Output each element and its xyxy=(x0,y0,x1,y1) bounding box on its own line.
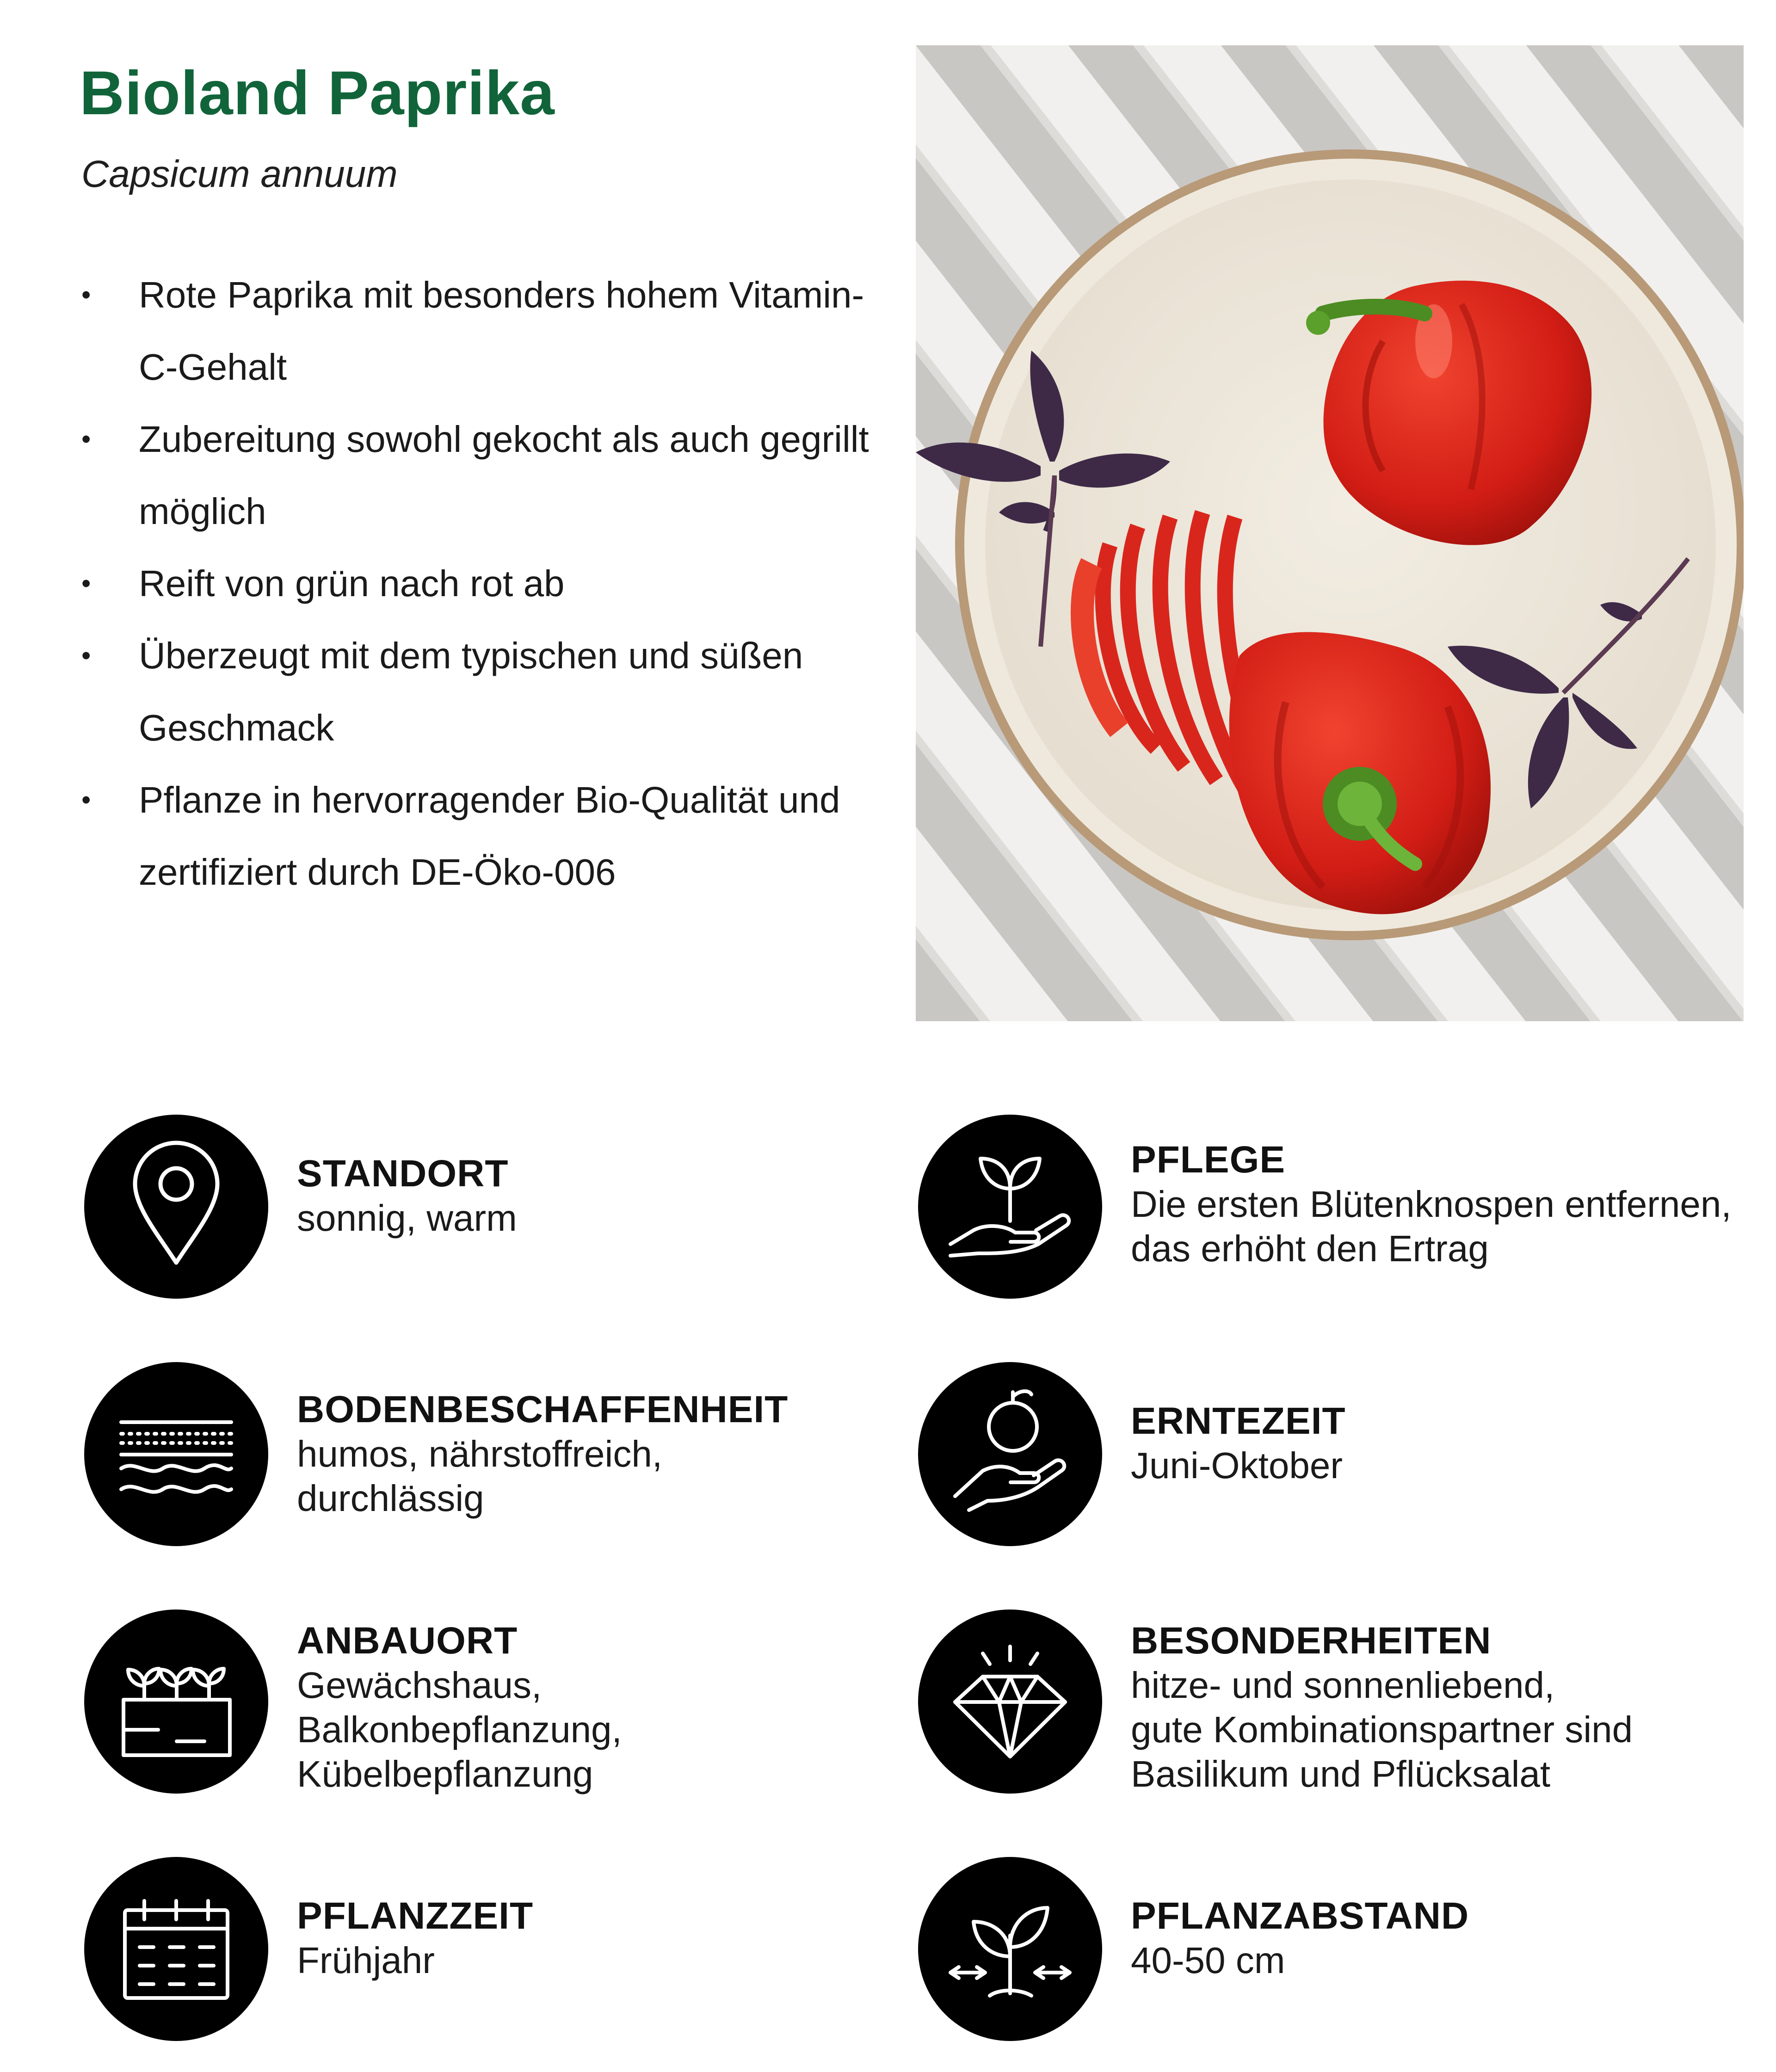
list-item: • Überzeugt mit dem typischen und süßen Geschmack xyxy=(81,620,877,764)
product-photo xyxy=(916,45,1744,1021)
feature-title: ANBAUORT xyxy=(297,1620,518,1662)
list-item: • Zubereitung sowohl gekocht als auch gegrillt möglich xyxy=(81,403,877,548)
feature-title: PFLANZABSTAND xyxy=(1131,1895,1469,1937)
feature-text: Gewächshaus, Balkonbepflanzung, Kübelbepflanzung xyxy=(297,1665,622,1794)
harvest-hand-icon xyxy=(918,1362,1102,1546)
diamond-icon xyxy=(918,1610,1102,1794)
feature-title: BESONDERHEITEN xyxy=(1131,1620,1492,1662)
calendar-icon xyxy=(84,1857,268,2041)
plant-spacing-icon xyxy=(918,1857,1102,2041)
feature-text: Juni-Oktober xyxy=(1131,1445,1343,1486)
location-pin-icon xyxy=(84,1115,268,1299)
feature-title: ERNTEZEIT xyxy=(1131,1400,1346,1442)
feature-text: 40-50 cm xyxy=(1131,1940,1285,1981)
product-title: Bioland Paprika xyxy=(80,59,555,128)
latin-name: Capsicum annuum xyxy=(81,153,398,195)
list-item: • Rote Paprika mit besonders hohem Vitamin-C-Gehalt xyxy=(81,259,877,403)
feature-text: Frühjahr xyxy=(297,1940,435,1981)
feature-title: STANDORT xyxy=(297,1153,509,1195)
feature-title: BODENBESCHAFFENHEIT xyxy=(297,1388,789,1431)
planter-box-icon xyxy=(84,1610,268,1794)
list-item: • Reift von grün nach rot ab xyxy=(81,548,877,620)
feature-text: humos, nährstoffreich, durchlässig xyxy=(297,1433,663,1519)
feature-text: Die ersten Blütenknospen entfernen, das erhöht den Ertrag xyxy=(1131,1184,1732,1269)
feature-bullet-list xyxy=(81,259,877,908)
list-item: • Pflanze in hervorragender Bio-Qualität und zertifiziert durch DE-Öko-006 xyxy=(81,764,877,908)
feature-text: sonnig, warm xyxy=(297,1197,517,1239)
seedling-hand-icon xyxy=(918,1115,1102,1299)
feature-text: hitze- und sonnenliebend, gute Kombinationspartner sind Basilikum und Pflücksalat xyxy=(1131,1665,1633,1794)
soil-layers-icon xyxy=(84,1362,268,1546)
feature-title: PFLEGE xyxy=(1131,1139,1286,1181)
feature-title: PFLANZZEIT xyxy=(297,1895,534,1937)
